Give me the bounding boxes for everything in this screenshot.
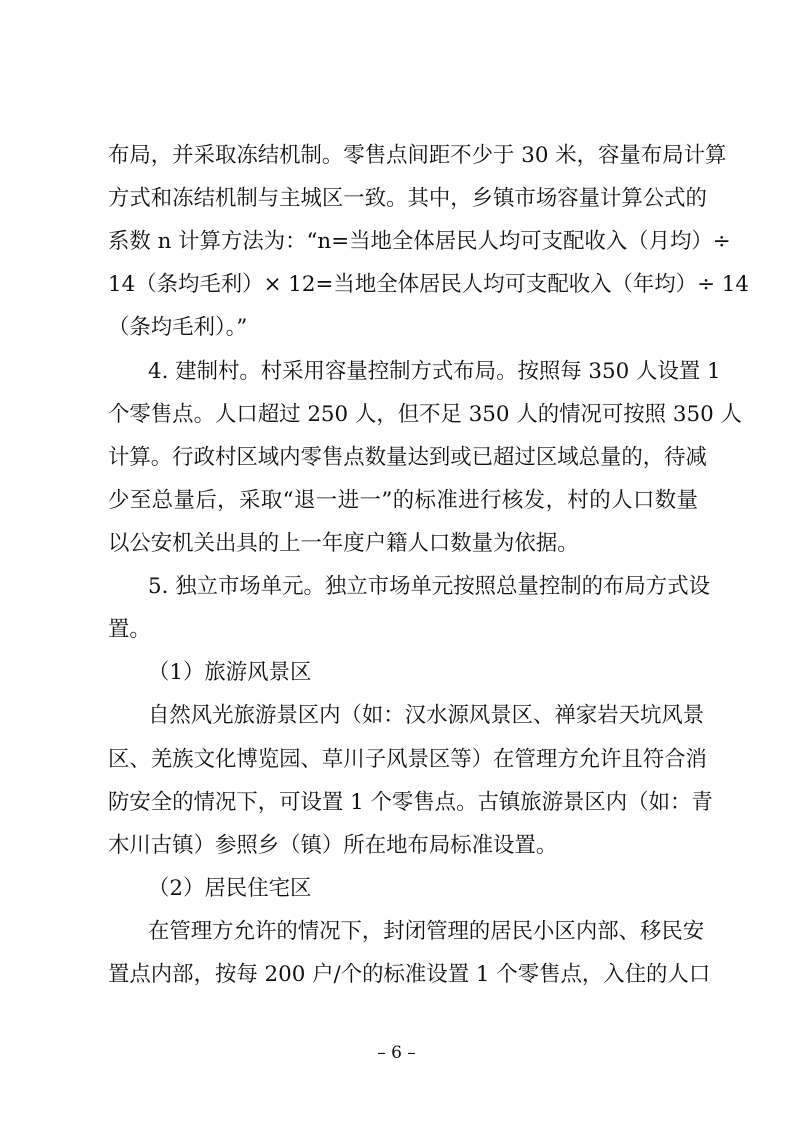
- text-line: 置。: [108, 617, 151, 642]
- text-line: 14（条均毛利）× 12=当地全体居民人均可支配收入（年均）÷ 14: [108, 272, 750, 297]
- text-line: 木川古镇）参照乡（镇）所在地布局标准设置。: [108, 833, 558, 858]
- text-line: 5. 独立市场单元。独立市场单元按照总量控制的布局方式设: [148, 574, 710, 599]
- text-line: 方式和冻结机制与主城区一致。其中，乡镇市场容量计算公式的: [108, 186, 707, 211]
- text-line: 布局，并采取冻结机制。零售点间距不少于 30 米，容量布局计算: [108, 143, 727, 168]
- text-line: 少至总量后，采取“退一进一”的标准进行核发，村的人口数量: [108, 488, 698, 513]
- text-line: （条均毛利）。”: [108, 315, 248, 340]
- text-line: 区、羌族文化博览园、草川子风景区等）在管理方允许且符合消: [108, 747, 707, 772]
- text-line: 置点内部，按每 200 户/个的标准设置 1 个零售点，入住的人口: [108, 962, 711, 987]
- section-heading: （2）居民住宅区: [148, 876, 312, 901]
- text-line: 系数 n 计算方法为：“n=当地全体居民人均可支配收入（月均）÷: [108, 229, 731, 254]
- text-line: 个零售点。人口超过 250 人，但不足 350 人的情况可按照 350 人: [108, 402, 742, 427]
- section-heading: （1）旅游风景区: [148, 660, 312, 685]
- text-line: 计算。行政村区域内零售点数量达到或已超过区域总量的，待减: [108, 445, 707, 470]
- text-line: 4. 建制村。村采用容量控制方式布局。按照每 350 人设置 1: [148, 359, 721, 384]
- text-line: 在管理方允许的情况下，封闭管理的居民小区内部、移民安: [148, 919, 705, 944]
- text-line: 防安全的情况下，可设置 1 个零售点。古镇旅游景区内（如：青: [108, 790, 713, 815]
- text-line: 以公安机关出具的上一年度户籍人口数量为依据。: [108, 531, 579, 556]
- text-line: 自然风光旅游景区内（如：汉水源风景区、禅家岩天坑风景: [148, 703, 705, 728]
- page-number: – 6 –: [377, 1043, 416, 1063]
